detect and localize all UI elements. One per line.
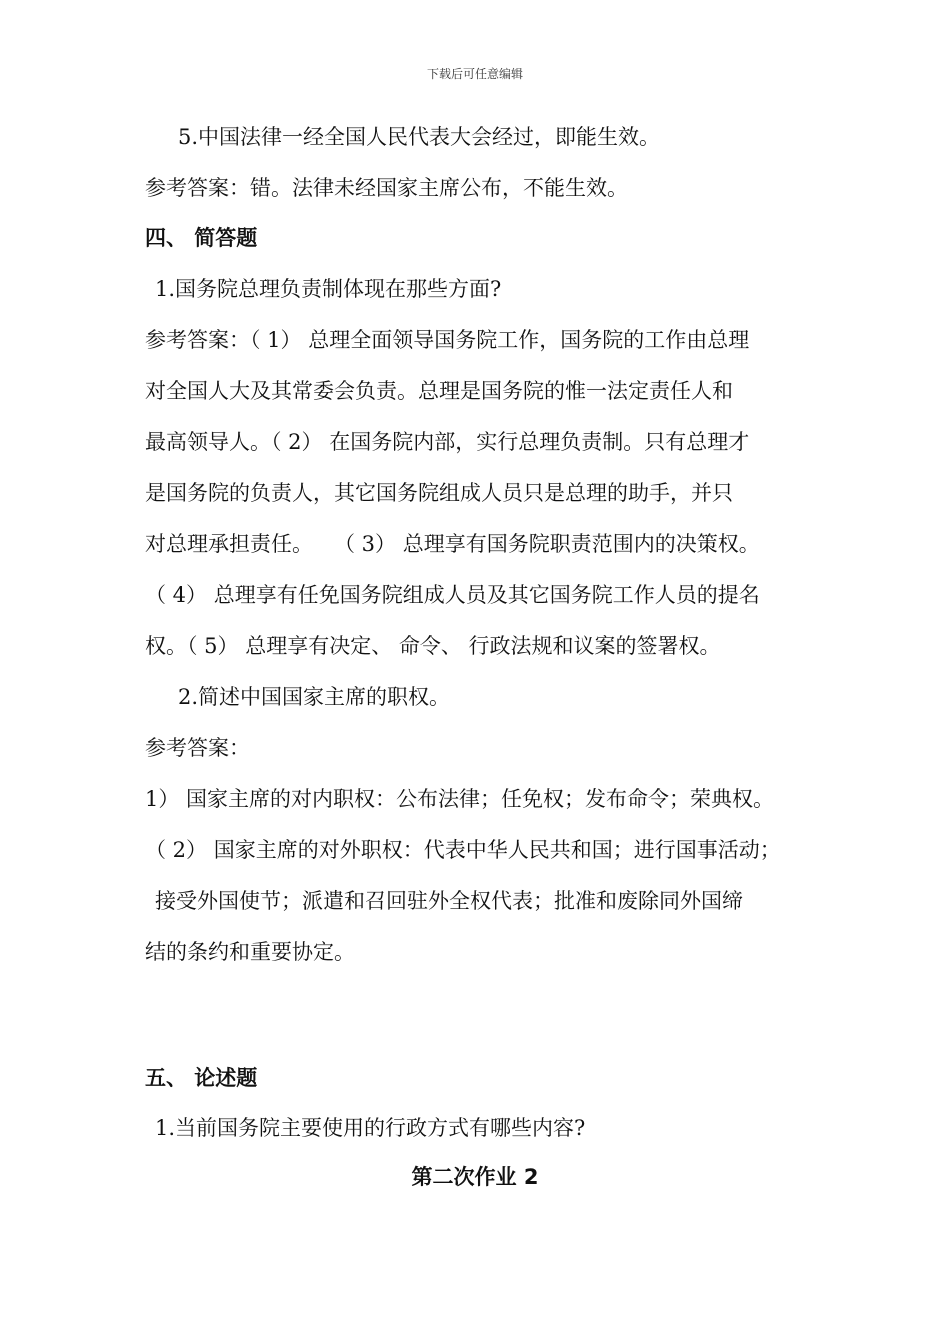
statement-5: 5.中国法律一经全国人民代表大会经过，即能生效。: [178, 125, 661, 149]
answer-2-line-3: 接受外国使节；派遣和召回驻外全权代表；批准和废除同外国缔: [155, 889, 743, 913]
answer-1-line-7: 权。（ 5） 总理享有决定、 命令、 行政法规和议案的签署权。: [145, 634, 721, 658]
question-1: 1.国务院总理负责制体现在那些方面?: [155, 277, 502, 301]
assignment-title: 第二次作业 2: [411, 1165, 539, 1189]
answer-1-line-1: 参考答案：（ 1） 总理全面领导国务院工作，国务院的工作由总理: [145, 328, 750, 352]
answer-5: 参考答案：错。法律未经国家主席公布，不能生效。: [145, 176, 628, 200]
page-header: 下载后可任意编辑: [426, 67, 523, 81]
section-heading-essay: 五、 论述题: [145, 1066, 258, 1090]
answer-2-line-2: （ 2） 国家主席的对外职权：代表中华人民共和国；进行国事活动；: [145, 838, 781, 862]
answer-1-line-3: 最高领导人。（ 2） 在国务院内部，实行总理负责制。只有总理才: [145, 430, 750, 454]
section-heading-short-answer: 四、 简答题: [145, 226, 258, 250]
answer-1-line-2: 对全国人大及其常委会负责。总理是国务院的惟一法定责任人和: [145, 379, 733, 403]
answer-2-label: 参考答案：: [145, 736, 250, 760]
answer-1-line-4: 是国务院的负责人，其它国务院组成人员只是总理的助手，并只: [145, 481, 733, 505]
answer-1-line-6: （ 4） 总理享有任免国务院组成人员及其它国务院工作人员的提名: [145, 583, 760, 607]
answer-2-line-1: 1） 国家主席的对内职权：公布法律；任免权；发布命令；荣典权。: [145, 787, 775, 811]
question-2: 2.简述中国国家主席的职权。: [178, 685, 451, 709]
answer-2-line-4: 结的条约和重要协定。: [145, 940, 355, 964]
essay-question-1: 1.当前国务院主要使用的行政方式有哪些内容?: [155, 1116, 586, 1140]
answer-1-line-5: 对总理承担责任。 （ 3） 总理享有国务院职责范围内的决策权。: [145, 532, 760, 556]
